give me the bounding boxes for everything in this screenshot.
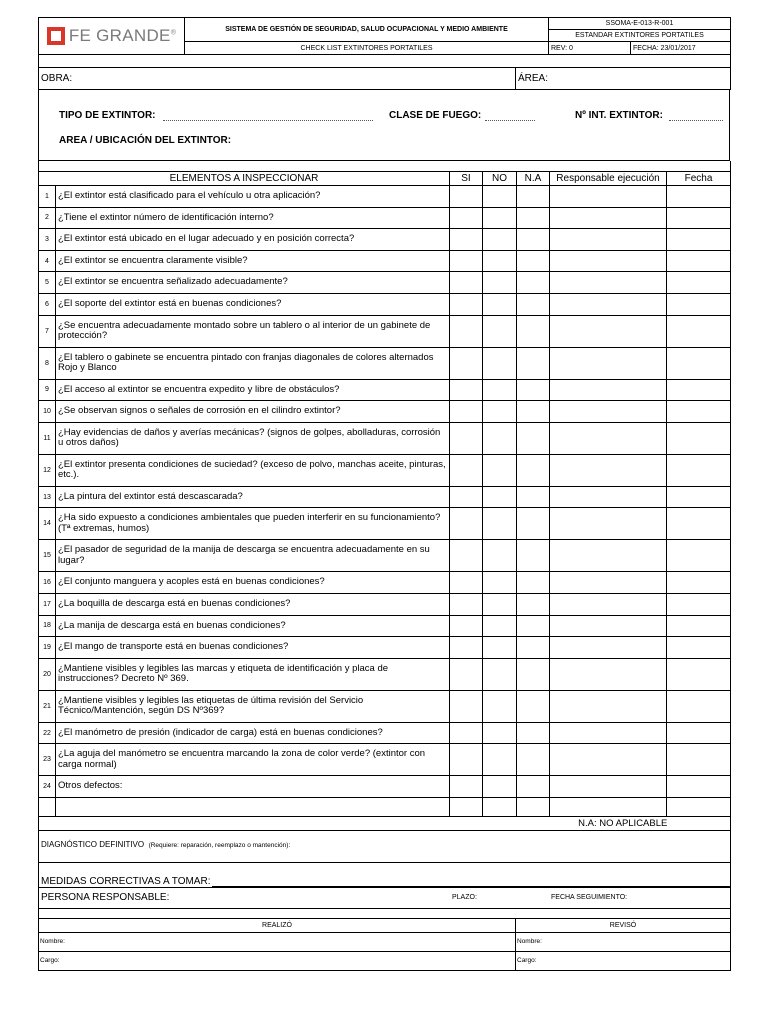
cell-si[interactable]	[450, 422, 483, 454]
item-question: ¿El pasador de seguridad de la manija de descarga se encuentra adecuadamente en su lugar?	[56, 540, 450, 572]
clase-label: CLASE DE FUEGO:	[389, 110, 482, 121]
cell-fecha[interactable]	[667, 637, 731, 659]
num-int-label: Nº INT. EXTINTOR:	[575, 110, 663, 121]
item-question: ¿Se observan signos o señales de corrosión en el cilindro extintor?	[56, 401, 450, 423]
cell-fecha[interactable]	[667, 401, 731, 423]
cell-na[interactable]	[517, 722, 550, 744]
cell-si[interactable]	[450, 744, 483, 776]
clase-input[interactable]	[485, 112, 535, 121]
cell-si[interactable]	[450, 229, 483, 251]
cell-si[interactable]	[450, 776, 483, 798]
item-question: ¿Hay evidencias de daños y averías mecánicas? (signos de golpes, abolladuras, corrosión u otros daños)	[56, 422, 450, 454]
cell-si[interactable]	[450, 615, 483, 637]
cell-responsable[interactable]	[550, 229, 667, 251]
cell-responsable[interactable]	[550, 186, 667, 208]
cell-na[interactable]	[517, 454, 550, 486]
cell-na[interactable]	[517, 658, 550, 690]
table-row	[39, 422, 731, 454]
cell-na[interactable]	[517, 379, 550, 401]
cell-fecha[interactable]	[667, 722, 731, 744]
item-question: ¿El conjunto manguera y acoples está en buenas condiciones?	[56, 572, 450, 594]
cell-na[interactable]	[517, 401, 550, 423]
checklist-sheet	[38, 17, 730, 971]
cell-si[interactable]	[450, 315, 483, 347]
table-row	[39, 315, 731, 347]
item-number: 6	[39, 293, 56, 315]
cell-fecha[interactable]	[667, 315, 731, 347]
cell-no[interactable]	[483, 422, 517, 454]
cell-si[interactable]	[450, 454, 483, 486]
cell-fecha[interactable]	[667, 658, 731, 690]
table-row	[39, 637, 731, 659]
cell-fecha[interactable]	[667, 293, 731, 315]
cell-fecha[interactable]	[667, 615, 731, 637]
item-number: 19	[39, 637, 56, 659]
item-question: ¿El tablero o gabinete se encuentra pintado con franjas diagonales de colores alternados Rojo y Blanco	[56, 347, 450, 379]
cell-no[interactable]	[483, 293, 517, 315]
table-row	[39, 486, 731, 508]
item-number: 12	[39, 454, 56, 486]
system-title: SISTEMA DE GESTIÓN DE SEGURIDAD, SALUD OCUPACIONAL Y MEDIO AMBIENTE	[185, 18, 549, 42]
cell-fecha[interactable]	[667, 776, 731, 798]
table-row	[39, 229, 731, 251]
cell-responsable[interactable]	[550, 272, 667, 294]
item-number: 21	[39, 690, 56, 722]
item-question: ¿La aguja del manómetro se encuentra marcando la zona de color verde? (extintor con carga normal)	[56, 744, 450, 776]
table-row	[39, 722, 731, 744]
logo-cell	[39, 18, 185, 55]
cell-fecha[interactable]	[667, 347, 731, 379]
cell-no[interactable]	[483, 486, 517, 508]
item-number: 20	[39, 658, 56, 690]
fe-grande-logo-icon	[47, 27, 65, 45]
cell-fecha[interactable]	[667, 797, 731, 816]
item-question: ¿El extintor está ubicado en el lugar adecuado y en posición correcta?	[56, 229, 450, 251]
table-row	[39, 797, 731, 816]
table-header-row	[39, 172, 731, 186]
cell-fecha[interactable]	[667, 229, 731, 251]
table-row	[39, 186, 731, 208]
cell-si[interactable]	[450, 186, 483, 208]
footer-section	[38, 817, 731, 971]
cell-si[interactable]	[450, 401, 483, 423]
persona-label[interactable]: PERSONA RESPONSABLE:	[41, 891, 170, 903]
item-number: 3	[39, 229, 56, 251]
cell-si[interactable]	[450, 637, 483, 659]
table-row	[39, 776, 731, 798]
cell-fecha[interactable]	[667, 744, 731, 776]
cell-na[interactable]	[517, 229, 550, 251]
cell-na[interactable]	[517, 293, 550, 315]
cell-na[interactable]	[517, 186, 550, 208]
cell-fecha[interactable]	[667, 422, 731, 454]
diagnostico-field[interactable]	[39, 831, 731, 863]
cell-na[interactable]	[517, 207, 550, 229]
cell-responsable[interactable]	[550, 454, 667, 486]
item-question: ¿El soporte del extintor está en buenas condiciones?	[56, 293, 450, 315]
cell-responsable[interactable]	[550, 250, 667, 272]
cell-responsable[interactable]	[550, 379, 667, 401]
cell-no[interactable]	[483, 797, 517, 816]
cell-si[interactable]	[450, 272, 483, 294]
cell-responsable[interactable]	[550, 293, 667, 315]
cell-responsable[interactable]	[550, 797, 667, 816]
item-number: 8	[39, 347, 56, 379]
cell-si[interactable]	[450, 347, 483, 379]
cell-responsable[interactable]	[550, 508, 667, 540]
cell-fecha[interactable]	[667, 454, 731, 486]
table-row	[39, 690, 731, 722]
item-number: 10	[39, 401, 56, 423]
table-row	[39, 272, 731, 294]
item-question: ¿La boquilla de descarga está en buenas condiciones?	[56, 593, 450, 615]
cell-responsable[interactable]	[550, 637, 667, 659]
item-question: ¿El extintor presenta condiciones de suciedad? (exceso de polvo, manchas aceite, pinturas, etc.).	[56, 454, 450, 486]
reviso-header: REVISÓ	[516, 918, 731, 932]
cell-na[interactable]	[517, 797, 550, 816]
item-number: 11	[39, 422, 56, 454]
cell-si[interactable]	[450, 690, 483, 722]
item-number: 17	[39, 593, 56, 615]
table-row	[39, 540, 731, 572]
item-question: ¿Mantiene visibles y legibles las marcas y etiqueta de identificación y placa de instrucciones? Decreto Nº 369.	[56, 658, 450, 690]
col-fecha: Fecha	[667, 172, 731, 186]
medidas-label: MEDIDAS CORRECTIVAS A TOMAR:	[41, 875, 211, 887]
cell-fecha[interactable]	[667, 593, 731, 615]
cell-no[interactable]	[483, 207, 517, 229]
item-number: 16	[39, 572, 56, 594]
cell-na[interactable]	[517, 776, 550, 798]
document-title: CHECK LIST EXTINTORES PORTATILES	[185, 42, 549, 55]
realizo-cargo[interactable]: Cargo:	[39, 951, 516, 970]
cell-responsable[interactable]	[550, 658, 667, 690]
cell-na[interactable]	[517, 572, 550, 594]
cell-fecha[interactable]	[667, 272, 731, 294]
table-row	[39, 454, 731, 486]
item-number: 15	[39, 540, 56, 572]
reviso-cargo[interactable]: Cargo:	[516, 951, 731, 970]
cell-responsable[interactable]	[550, 722, 667, 744]
cell-no[interactable]	[483, 690, 517, 722]
reviso-nombre[interactable]: Nombre:	[516, 932, 731, 951]
cell-responsable[interactable]	[550, 422, 667, 454]
cell-no[interactable]	[483, 540, 517, 572]
cell-na[interactable]	[517, 593, 550, 615]
cell-si[interactable]	[450, 293, 483, 315]
cell-no[interactable]	[483, 593, 517, 615]
cell-na[interactable]	[517, 422, 550, 454]
item-question: ¿El mango de transporte está en buenas condiciones?	[56, 637, 450, 659]
cell-na[interactable]	[517, 637, 550, 659]
cell-responsable[interactable]	[550, 593, 667, 615]
cell-fecha[interactable]	[667, 207, 731, 229]
ubicacion-label: AREA / UBICACIÓN DEL EXTINTOR:	[59, 135, 232, 146]
item-question: ¿La pintura del extintor está descascarada?	[56, 486, 450, 508]
tipo-label: TIPO DE EXTINTOR:	[59, 110, 156, 121]
na-note: N.A: NO APLICABLE	[516, 817, 731, 831]
table-row	[39, 744, 731, 776]
item-number: 2	[39, 207, 56, 229]
table-row	[39, 658, 731, 690]
table-row	[39, 379, 731, 401]
item-number: 7	[39, 315, 56, 347]
item-number: 9	[39, 379, 56, 401]
num-int-input[interactable]	[669, 112, 723, 121]
table-row	[39, 207, 731, 229]
cell-responsable[interactable]	[550, 540, 667, 572]
document-header	[38, 17, 731, 55]
cell-si[interactable]	[450, 250, 483, 272]
cell-no[interactable]	[483, 615, 517, 637]
item-question: ¿El extintor se encuentra claramente visible?	[56, 250, 450, 272]
item-number: 14	[39, 508, 56, 540]
cell-fecha[interactable]	[667, 572, 731, 594]
inspection-table	[38, 161, 731, 817]
cell-no[interactable]	[483, 744, 517, 776]
cell-na[interactable]	[517, 508, 550, 540]
cell-na[interactable]	[517, 540, 550, 572]
cell-no[interactable]	[483, 229, 517, 251]
cell-no[interactable]	[483, 379, 517, 401]
cell-si[interactable]	[450, 486, 483, 508]
item-number: 5	[39, 272, 56, 294]
cell-responsable[interactable]	[550, 315, 667, 347]
cell-na[interactable]	[517, 744, 550, 776]
cell-responsable[interactable]	[550, 347, 667, 379]
item-question: Otros defectos:	[56, 776, 450, 798]
cell-si[interactable]	[450, 797, 483, 816]
cell-si[interactable]	[450, 572, 483, 594]
cell-no[interactable]	[483, 637, 517, 659]
cell-si[interactable]	[450, 508, 483, 540]
item-question: ¿El extintor se encuentra señalizado adecuadamente?	[56, 272, 450, 294]
col-na: N.A	[517, 172, 550, 186]
item-question: ¿El manómetro de presión (indicador de carga) está en buenas condiciones?	[56, 722, 450, 744]
cell-si[interactable]	[450, 540, 483, 572]
table-row	[39, 508, 731, 540]
table-row	[39, 593, 731, 615]
cell-no[interactable]	[483, 776, 517, 798]
cell-fecha[interactable]	[667, 379, 731, 401]
cell-si[interactable]	[450, 379, 483, 401]
extinguisher-info	[39, 90, 730, 161]
item-question: ¿La manija de descarga está en buenas condiciones?	[56, 615, 450, 637]
cell-si[interactable]	[450, 593, 483, 615]
item-number: 4	[39, 250, 56, 272]
realizo-header: REALIZÓ	[39, 918, 516, 932]
item-number: 18	[39, 615, 56, 637]
cell-no[interactable]	[483, 508, 517, 540]
col-no: NO	[483, 172, 517, 186]
document-code: SSOMA-E-013-R-001	[549, 18, 731, 30]
table-row	[39, 347, 731, 379]
cell-responsable[interactable]	[550, 776, 667, 798]
cell-responsable[interactable]	[550, 401, 667, 423]
cell-na[interactable]	[517, 315, 550, 347]
brand-name: FE GRANDE®	[68, 26, 177, 45]
item-number: 1	[39, 186, 56, 208]
persona-row	[39, 887, 731, 908]
cell-no[interactable]	[483, 401, 517, 423]
cell-na[interactable]	[517, 615, 550, 637]
table-row	[39, 250, 731, 272]
cell-no[interactable]	[483, 347, 517, 379]
cell-no[interactable]	[483, 722, 517, 744]
cell-na[interactable]	[517, 347, 550, 379]
table-row	[39, 572, 731, 594]
area-field[interactable]: ÁREA:	[516, 68, 731, 90]
cell-no[interactable]	[483, 572, 517, 594]
cell-na[interactable]	[517, 486, 550, 508]
cell-si[interactable]	[450, 207, 483, 229]
col-si: SI	[450, 172, 483, 186]
cell-fecha[interactable]	[667, 540, 731, 572]
cell-fecha[interactable]	[667, 186, 731, 208]
cell-responsable[interactable]	[550, 615, 667, 637]
cell-fecha[interactable]	[667, 250, 731, 272]
cell-no[interactable]	[483, 658, 517, 690]
cell-responsable[interactable]	[550, 486, 667, 508]
item-number: 24	[39, 776, 56, 798]
diag-note: (Requiere: reparación, reemplazo o mantención):	[148, 842, 291, 850]
col-elements: ELEMENTOS A INSPECCIONAR	[39, 172, 450, 186]
medidas-field[interactable]	[39, 871, 731, 888]
cell-no[interactable]	[483, 315, 517, 347]
item-question: ¿Ha sido expuesto a condiciones ambientales que pueden interferir en su funcionamiento? (Tª extremas, humos)	[56, 508, 450, 540]
item-question: ¿Mantiene visibles y legibles las etiquetas de última revisión del Servicio Técnico/Mantención, según DS Nº369?	[56, 690, 450, 722]
cell-si[interactable]	[450, 658, 483, 690]
cell-na[interactable]	[517, 690, 550, 722]
diag-label: DIAGNÓSTICO DEFINITIVO	[41, 840, 145, 850]
cell-fecha[interactable]	[667, 690, 731, 722]
realizo-nombre[interactable]: Nombre:	[39, 932, 516, 951]
plazo-label[interactable]: PLAZO:	[452, 893, 477, 901]
cell-no[interactable]	[483, 272, 517, 294]
item-question: ¿El acceso al extintor se encuentra expedito y libre de obstáculos?	[56, 379, 450, 401]
table-row	[39, 293, 731, 315]
cell-no[interactable]	[483, 186, 517, 208]
obra-field[interactable]: OBRA:	[39, 68, 516, 90]
item-question: ¿Se encuentra adecuadamente montado sobre un tablero o al interior de un gabinete de protección?	[56, 315, 450, 347]
cell-responsable[interactable]	[550, 690, 667, 722]
standard-name: ESTANDAR EXTINTORES PORTATILES	[549, 30, 731, 42]
item-question: ¿El extintor está clasificado para el vehículo u otra aplicación?	[56, 186, 450, 208]
cell-si[interactable]	[450, 722, 483, 744]
cell-na[interactable]	[517, 250, 550, 272]
item-number: 23	[39, 744, 56, 776]
fecha-seguimiento-label[interactable]: FECHA SEGUIMIENTO:	[551, 893, 628, 901]
cell-fecha[interactable]	[667, 486, 731, 508]
item-number: 22	[39, 722, 56, 744]
cell-na[interactable]	[517, 272, 550, 294]
cell-responsable[interactable]	[550, 207, 667, 229]
cell-no[interactable]	[483, 454, 517, 486]
table-row	[39, 615, 731, 637]
revision: REV: 0	[549, 42, 631, 55]
table-row	[39, 401, 731, 423]
item-question: ¿Tiene el extintor número de identificación interno?	[56, 207, 450, 229]
tipo-input[interactable]	[163, 112, 373, 121]
document-date: FECHA: 23/01/2017	[631, 42, 731, 55]
cell-responsable[interactable]	[550, 572, 667, 594]
cell-responsable[interactable]	[550, 744, 667, 776]
cell-no[interactable]	[483, 250, 517, 272]
col-responsable: Responsable ejecución	[550, 172, 667, 186]
item-number: 13	[39, 486, 56, 508]
cell-fecha[interactable]	[667, 508, 731, 540]
